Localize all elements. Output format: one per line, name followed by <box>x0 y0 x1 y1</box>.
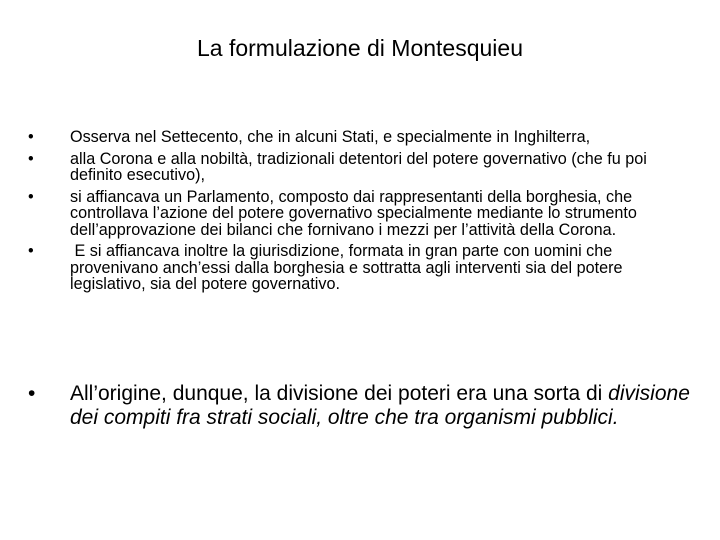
list-item <box>28 243 698 293</box>
list-item-text: E si affiancava inoltre la giurisdizione, formata in gran parte con uomini che provenivano anch’essi dalla borghesia e sottratta agli interventi sia del potere legislativo, sia del potere governativo. <box>70 242 628 293</box>
list-item <box>28 151 698 184</box>
bullet-icon: • <box>28 149 34 168</box>
list-item <box>28 129 698 146</box>
conclusion-list <box>28 382 708 430</box>
list-item-text: Osserva nel Settecento, che in alcuni Stati, e specialmente in Inghilterra, <box>70 128 591 146</box>
conclusion-emphasis: divisione dei compiti fra strati sociali, oltre che tra organismi pubblici. <box>70 382 690 429</box>
bullet-icon: • <box>28 187 34 206</box>
list-item-text: alla Corona e alla nobiltà, tradizionali detentori del potere governativo (che fu poi definito esecutivo), <box>70 149 647 184</box>
list-item <box>28 189 698 239</box>
slide-title: La formulazione di Montesquieu <box>196 35 524 61</box>
list-item-text: si affiancava un Parlamento, composto dai rappresentanti della borghesia, che controllava l’azione del potere governativo specialmente mediante lo strumento dell’approvazione dei bilanci che fornivano i mezzi per l’attività della Corona. <box>70 187 637 239</box>
conclusion-item <box>28 382 708 430</box>
bullet-icon: • <box>28 242 34 260</box>
conclusion-lead: All’origine, dunque, la divisione dei poteri era una sorta di <box>70 382 609 405</box>
bullet-list <box>28 129 698 298</box>
bullet-icon: • <box>28 128 34 146</box>
bullet-icon: • <box>28 382 36 405</box>
